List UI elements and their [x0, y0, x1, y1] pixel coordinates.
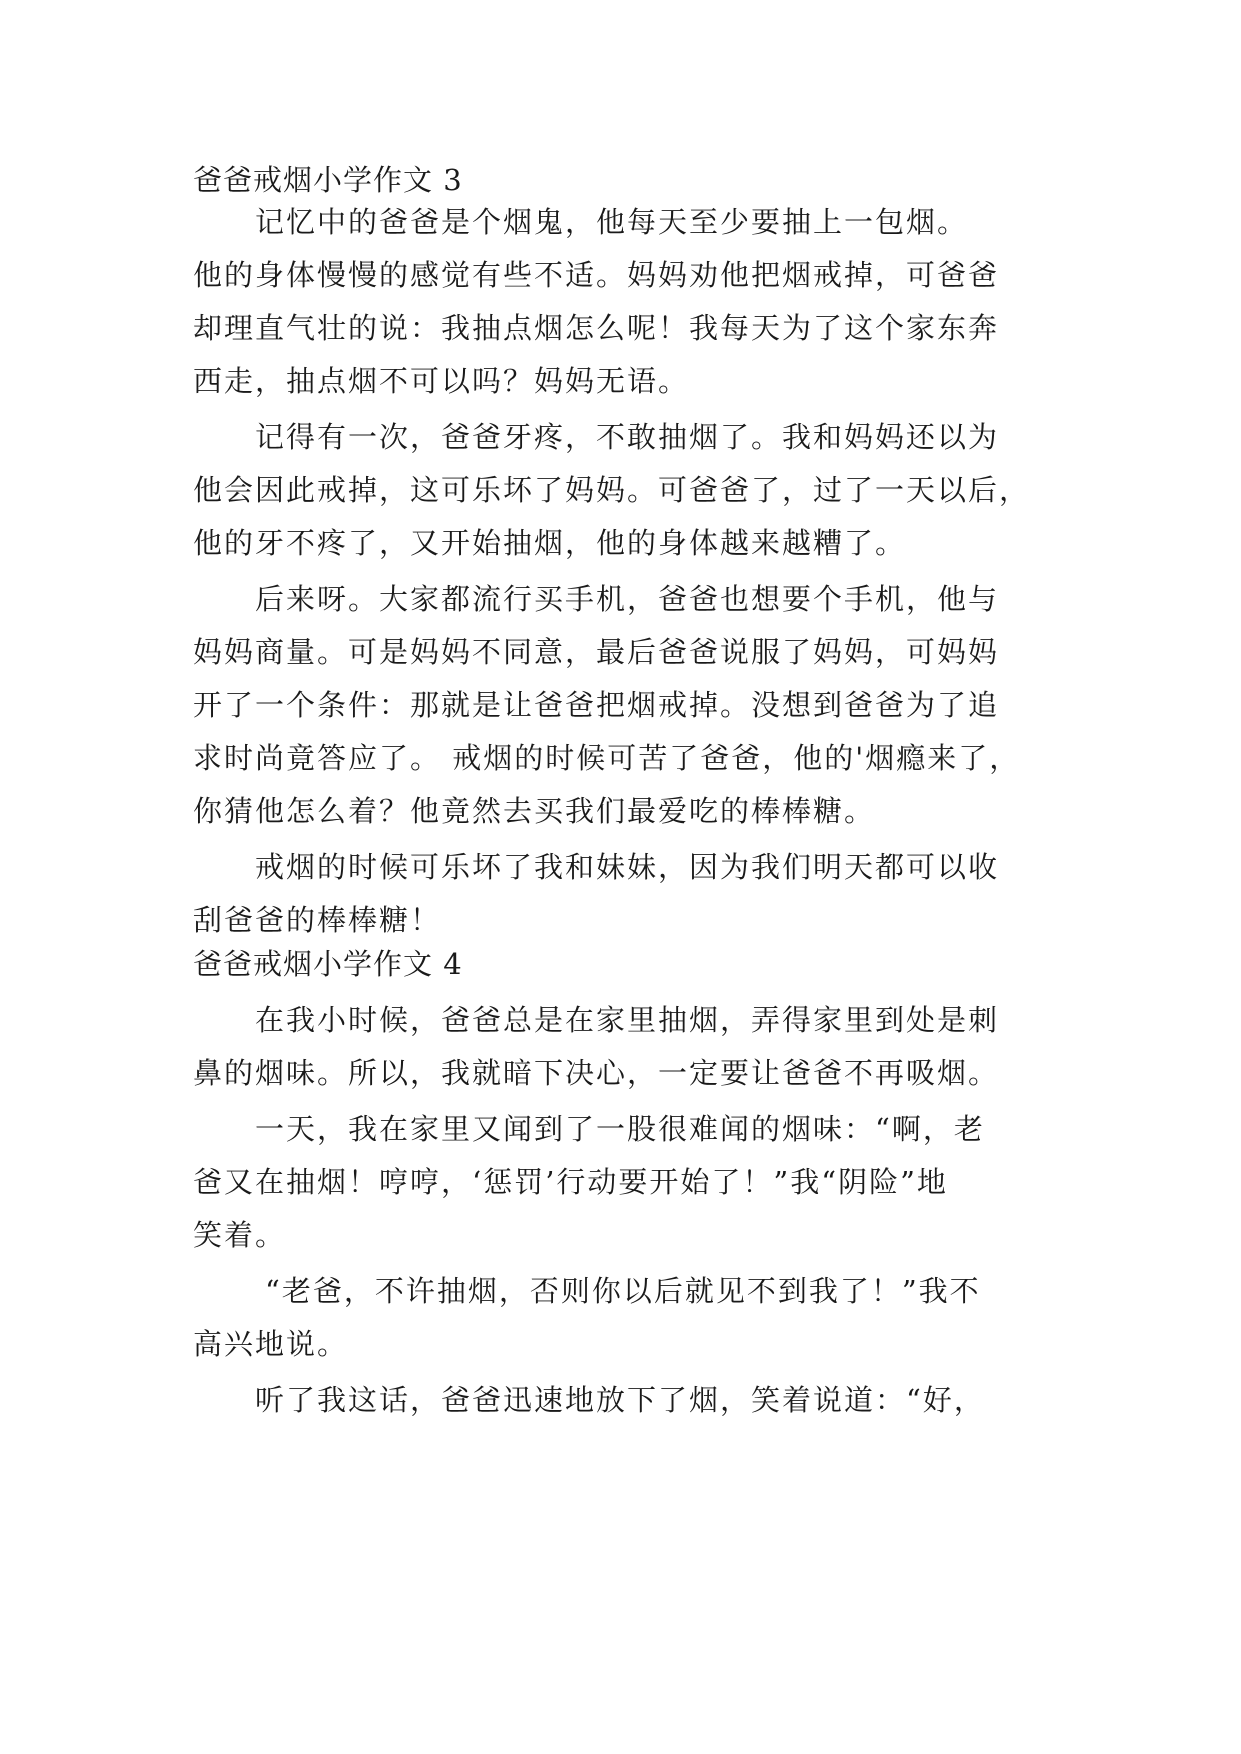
paragraph-line: 刮爸爸的棒棒糖！: [193, 903, 442, 937]
paragraph-line: 笑着。: [193, 1218, 287, 1252]
paragraph-line: 鼻的烟味。所以，我就暗下决心，一定要让爸爸不再吸烟。: [193, 1056, 1000, 1090]
paragraph-line: 戒烟的时候可乐坏了我和妹妹，因为我们明天都可以收: [255, 850, 1000, 884]
paragraph-line: “老爸，不许抽烟，否则你以后就见不到我了！”我不: [265, 1274, 981, 1308]
section-3-title: 爸爸戒烟小学作文 3: [193, 163, 463, 197]
paragraph-line: 高兴地说。: [193, 1327, 349, 1361]
paragraph-line: 妈妈商量。可是妈妈不同意，最后爸爸说服了妈妈，可妈妈: [193, 635, 1000, 669]
paragraph-line: 求时尚竟答应了。 戒烟的时候可苦了爸爸，他的'烟瘾来了，: [193, 741, 1021, 775]
paragraph-line: 记得有一次，爸爸牙疼，不敢抽烟了。我和妈妈还以为: [255, 420, 1000, 454]
paragraph-line: 他的牙不疼了，又开始抽烟，他的身体越来越糟了。: [193, 526, 907, 560]
paragraph-line: 他的身体慢慢的感觉有些不适。妈妈劝他把烟戒掉，可爸爸: [193, 258, 1000, 292]
paragraph-line: 你猜他怎么着？他竟然去买我们最爱吃的棒棒糖。: [193, 794, 876, 828]
paragraph-line: 却理直气壮的说：我抽点烟怎么呢！我每天为了这个家东奔: [193, 311, 1000, 345]
paragraph-line: 记忆中的爸爸是个烟鬼，他每天至少要抽上一包烟。: [255, 205, 969, 239]
paragraph-line: 后来呀。大家都流行买手机，爸爸也想要个手机，他与: [255, 582, 1000, 616]
paragraph-line: 西走，抽点烟不可以吗？妈妈无语。: [193, 364, 690, 398]
paragraph-line: 听了我这话，爸爸迅速地放下了烟，笑着说道：“好，: [255, 1383, 985, 1417]
paragraph-line: 他会因此戒掉，这可乐坏了妈妈。可爸爸了，过了一天以后，: [193, 473, 1031, 507]
paragraph-line: 爸又在抽烟！哼哼，‘惩罚’行动要开始了！”我“阴险”地: [193, 1165, 948, 1199]
paragraph-line: 在我小时候，爸爸总是在家里抽烟，弄得家里到处是刺: [255, 1003, 1000, 1037]
paragraph-line: 开了一个条件：那就是让爸爸把烟戒掉。没想到爸爸为了追: [193, 688, 1000, 722]
section-4-title: 爸爸戒烟小学作文 4: [193, 947, 463, 981]
paragraph-line: 一天，我在家里又闻到了一股很难闻的烟味：“啊，老: [255, 1112, 985, 1146]
